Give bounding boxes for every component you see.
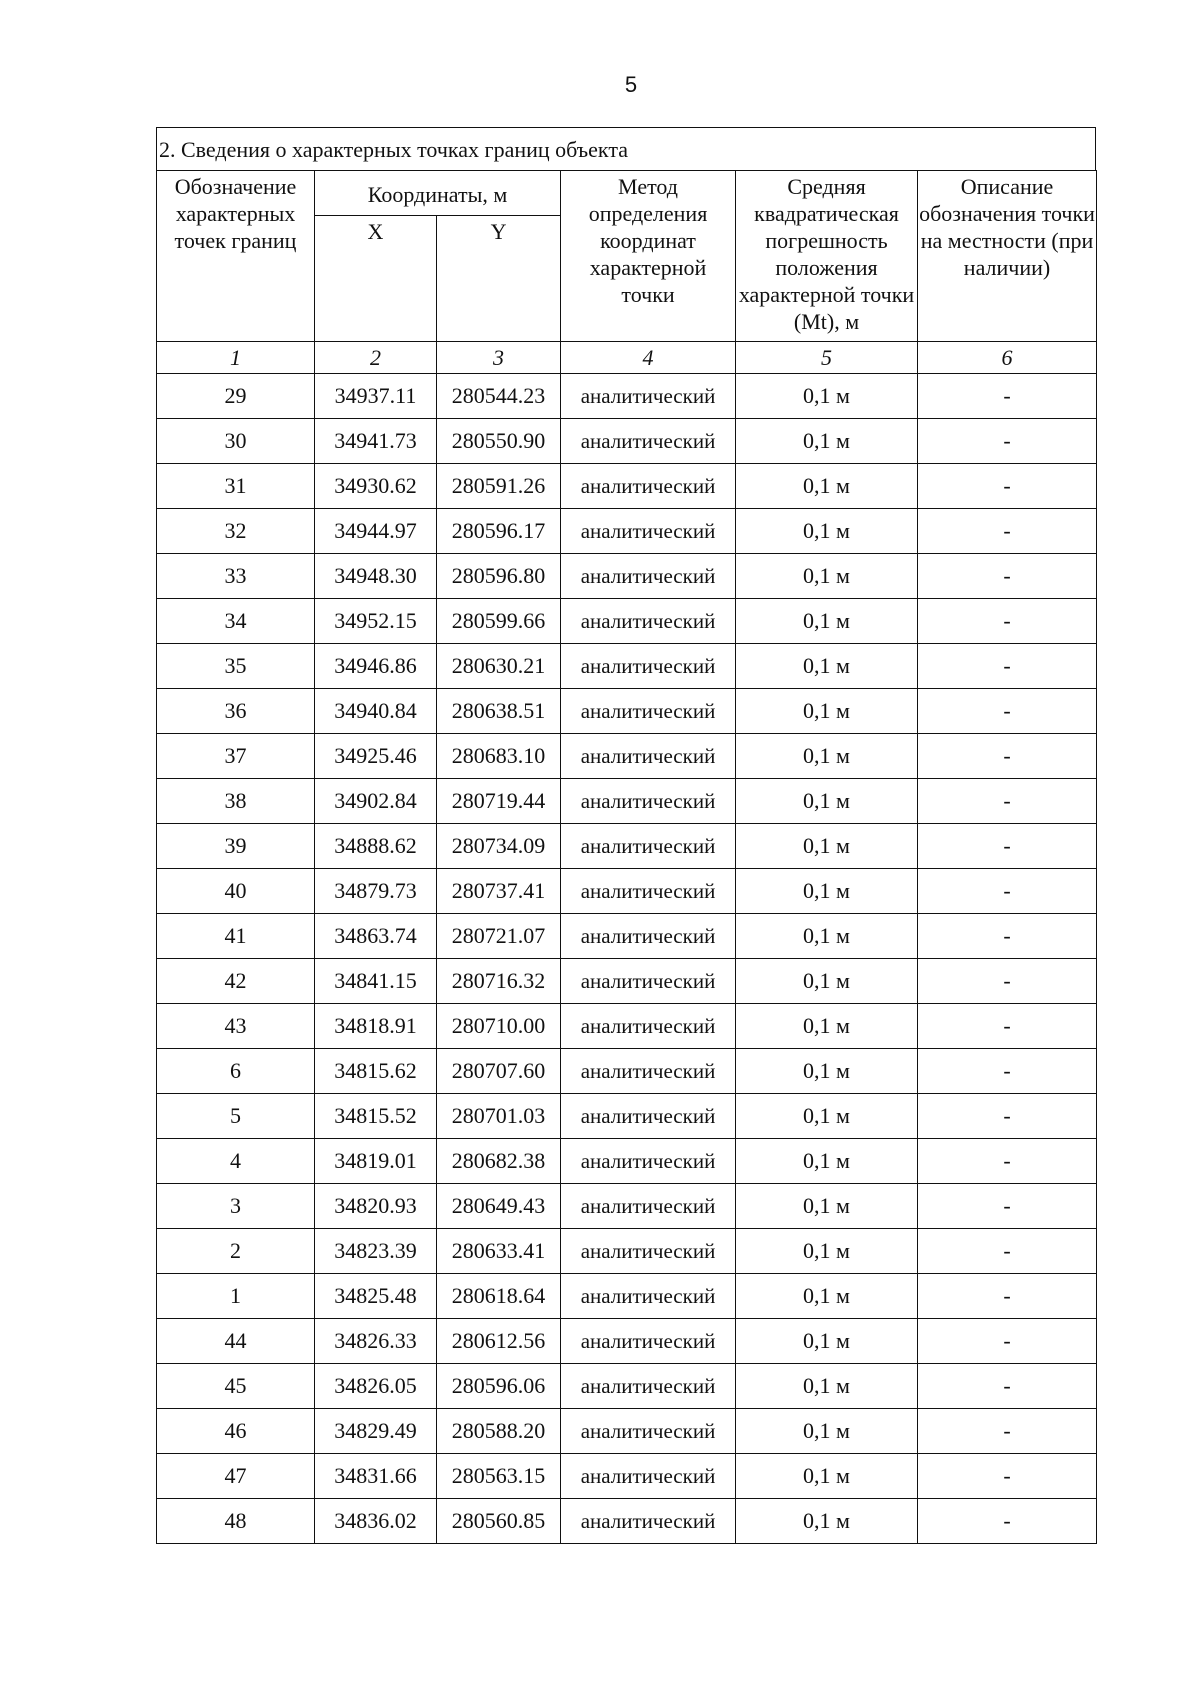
x-coordinate-cell: 34818.91 [315, 1004, 437, 1049]
description-cell: - [918, 1274, 1097, 1319]
x-coordinate-cell: 34937.11 [315, 374, 437, 419]
y-coordinate-cell: 280588.20 [437, 1409, 561, 1454]
method-cell: аналитический [561, 644, 736, 689]
error-cell: 0,1 м [736, 1049, 918, 1094]
x-coordinate-cell: 34940.84 [315, 689, 437, 734]
description-cell: - [918, 689, 1097, 734]
y-coordinate-cell: 280612.56 [437, 1319, 561, 1364]
error-cell: 0,1 м [736, 509, 918, 554]
header-error: Средняя квадратическая погрешность положения характерной точки (Mt), м [736, 171, 918, 342]
y-coordinate-cell: 280716.32 [437, 959, 561, 1004]
point-cell: 38 [157, 779, 315, 824]
x-coordinate-cell: 34930.62 [315, 464, 437, 509]
y-coordinate-cell: 280596.17 [437, 509, 561, 554]
y-coordinate-cell: 280719.44 [437, 779, 561, 824]
x-coordinate-cell: 34888.62 [315, 824, 437, 869]
table-row [157, 1319, 1097, 1364]
description-cell: - [918, 1184, 1097, 1229]
table-row [157, 1499, 1097, 1544]
point-cell: 29 [157, 374, 315, 419]
description-cell: - [918, 869, 1097, 914]
error-cell: 0,1 м [736, 1364, 918, 1409]
table-row [157, 869, 1097, 914]
table-header [157, 171, 1097, 374]
point-cell: 32 [157, 509, 315, 554]
point-cell: 33 [157, 554, 315, 599]
method-cell: аналитический [561, 779, 736, 824]
table-row [157, 1364, 1097, 1409]
description-cell: - [918, 644, 1097, 689]
method-cell: аналитический [561, 824, 736, 869]
x-coordinate-cell: 34946.86 [315, 644, 437, 689]
description-cell: - [918, 1409, 1097, 1454]
y-coordinate-cell: 280560.85 [437, 1499, 561, 1544]
x-coordinate-cell: 34825.48 [315, 1274, 437, 1319]
x-coordinate-cell: 34944.97 [315, 509, 437, 554]
point-cell: 31 [157, 464, 315, 509]
y-coordinate-cell: 280596.80 [437, 554, 561, 599]
y-coordinate-cell: 280682.38 [437, 1139, 561, 1184]
error-cell: 0,1 м [736, 1004, 918, 1049]
error-cell: 0,1 м [736, 464, 918, 509]
y-coordinate-cell: 280630.21 [437, 644, 561, 689]
point-cell: 37 [157, 734, 315, 779]
column-number: 1 [157, 342, 315, 374]
x-coordinate-cell: 34841.15 [315, 959, 437, 1004]
point-cell: 1 [157, 1274, 315, 1319]
x-coordinate-cell: 34826.05 [315, 1364, 437, 1409]
x-coordinate-cell: 34815.62 [315, 1049, 437, 1094]
point-cell: 34 [157, 599, 315, 644]
error-cell: 0,1 м [736, 779, 918, 824]
point-cell: 44 [157, 1319, 315, 1364]
error-cell: 0,1 м [736, 1229, 918, 1274]
table-row [157, 734, 1097, 779]
error-cell: 0,1 м [736, 374, 918, 419]
point-cell: 40 [157, 869, 315, 914]
point-cell: 36 [157, 689, 315, 734]
table-row [157, 464, 1097, 509]
y-coordinate-cell: 280737.41 [437, 869, 561, 914]
y-coordinate-cell: 280701.03 [437, 1094, 561, 1139]
table-row [157, 1229, 1097, 1274]
error-cell: 0,1 м [736, 869, 918, 914]
error-cell: 0,1 м [736, 1454, 918, 1499]
method-cell: аналитический [561, 464, 736, 509]
method-cell: аналитический [561, 1229, 736, 1274]
point-cell: 46 [157, 1409, 315, 1454]
y-coordinate-cell: 280649.43 [437, 1184, 561, 1229]
header-x: X [315, 216, 437, 342]
x-coordinate-cell: 34820.93 [315, 1184, 437, 1229]
point-cell: 35 [157, 644, 315, 689]
error-cell: 0,1 м [736, 914, 918, 959]
error-cell: 0,1 м [736, 644, 918, 689]
description-cell: - [918, 1454, 1097, 1499]
x-coordinate-cell: 34925.46 [315, 734, 437, 779]
column-number: 2 [315, 342, 437, 374]
error-cell: 0,1 м [736, 1499, 918, 1544]
point-cell: 43 [157, 1004, 315, 1049]
error-cell: 0,1 м [736, 959, 918, 1004]
y-coordinate-cell: 280707.60 [437, 1049, 561, 1094]
table-row [157, 1139, 1097, 1184]
table-row [157, 1454, 1097, 1499]
description-cell: - [918, 1139, 1097, 1184]
point-cell: 47 [157, 1454, 315, 1499]
method-cell: аналитический [561, 1274, 736, 1319]
error-cell: 0,1 м [736, 1409, 918, 1454]
table-row [157, 1274, 1097, 1319]
table-row [157, 599, 1097, 644]
table-row [157, 779, 1097, 824]
column-number: 3 [437, 342, 561, 374]
method-cell: аналитический [561, 1184, 736, 1229]
column-number: 5 [736, 342, 918, 374]
method-cell: аналитический [561, 509, 736, 554]
column-number: 6 [918, 342, 1097, 374]
description-cell: - [918, 374, 1097, 419]
y-coordinate-cell: 280683.10 [437, 734, 561, 779]
y-coordinate-cell: 280710.00 [437, 1004, 561, 1049]
y-coordinate-cell: 280550.90 [437, 419, 561, 464]
y-coordinate-cell: 280563.15 [437, 1454, 561, 1499]
y-coordinate-cell: 280734.09 [437, 824, 561, 869]
description-cell: - [918, 914, 1097, 959]
method-cell: аналитический [561, 374, 736, 419]
x-coordinate-cell: 34829.49 [315, 1409, 437, 1454]
point-cell: 42 [157, 959, 315, 1004]
header-coordinates: Координаты, м [315, 171, 561, 216]
error-cell: 0,1 м [736, 1184, 918, 1229]
boundary-points-table [156, 170, 1097, 1544]
error-cell: 0,1 м [736, 419, 918, 464]
description-cell: - [918, 779, 1097, 824]
error-cell: 0,1 м [736, 1139, 918, 1184]
table-row [157, 509, 1097, 554]
description-cell: - [918, 1004, 1097, 1049]
method-cell: аналитический [561, 1094, 736, 1139]
description-cell: - [918, 1094, 1097, 1139]
x-coordinate-cell: 34863.74 [315, 914, 437, 959]
point-cell: 3 [157, 1184, 315, 1229]
boundary-points-document [156, 127, 1096, 1544]
table-row [157, 1094, 1097, 1139]
method-cell: аналитический [561, 959, 736, 1004]
error-cell: 0,1 м [736, 734, 918, 779]
x-coordinate-cell: 34815.52 [315, 1094, 437, 1139]
description-cell: - [918, 824, 1097, 869]
method-cell: аналитический [561, 1319, 736, 1364]
table-row [157, 824, 1097, 869]
method-cell: аналитический [561, 554, 736, 599]
header-method: Метод определения координат характерной точки [561, 171, 736, 342]
y-coordinate-cell: 280544.23 [437, 374, 561, 419]
error-cell: 0,1 м [736, 689, 918, 734]
y-coordinate-cell: 280591.26 [437, 464, 561, 509]
header-point: Обозначение характерных точек границ [157, 171, 315, 342]
method-cell: аналитический [561, 1049, 736, 1094]
y-coordinate-cell: 280633.41 [437, 1229, 561, 1274]
description-cell: - [918, 554, 1097, 599]
description-cell: - [918, 464, 1097, 509]
description-cell: - [918, 734, 1097, 779]
description-cell: - [918, 1049, 1097, 1094]
y-coordinate-cell: 280596.06 [437, 1364, 561, 1409]
x-coordinate-cell: 34823.39 [315, 1229, 437, 1274]
method-cell: аналитический [561, 1454, 736, 1499]
point-cell: 39 [157, 824, 315, 869]
description-cell: - [918, 419, 1097, 464]
table-body [157, 374, 1097, 1544]
description-cell: - [918, 1319, 1097, 1364]
x-coordinate-cell: 34879.73 [315, 869, 437, 914]
method-cell: аналитический [561, 734, 736, 779]
x-coordinate-cell: 34902.84 [315, 779, 437, 824]
description-cell: - [918, 959, 1097, 1004]
method-cell: аналитический [561, 1364, 736, 1409]
method-cell: аналитический [561, 914, 736, 959]
table-row [157, 1184, 1097, 1229]
column-number: 4 [561, 342, 736, 374]
table-row [157, 959, 1097, 1004]
table-row [157, 914, 1097, 959]
point-cell: 41 [157, 914, 315, 959]
description-cell: - [918, 509, 1097, 554]
x-coordinate-cell: 34948.30 [315, 554, 437, 599]
method-cell: аналитический [561, 1499, 736, 1544]
x-coordinate-cell: 34952.15 [315, 599, 437, 644]
error-cell: 0,1 м [736, 1274, 918, 1319]
error-cell: 0,1 м [736, 824, 918, 869]
description-cell: - [918, 599, 1097, 644]
method-cell: аналитический [561, 689, 736, 734]
point-cell: 5 [157, 1094, 315, 1139]
method-cell: аналитический [561, 869, 736, 914]
x-coordinate-cell: 34941.73 [315, 419, 437, 464]
description-cell: - [918, 1364, 1097, 1409]
method-cell: аналитический [561, 599, 736, 644]
y-coordinate-cell: 280618.64 [437, 1274, 561, 1319]
page-number: 5 [624, 72, 638, 97]
point-cell: 45 [157, 1364, 315, 1409]
table-row [157, 554, 1097, 599]
point-cell: 6 [157, 1049, 315, 1094]
table-row [157, 644, 1097, 689]
x-coordinate-cell: 34831.66 [315, 1454, 437, 1499]
section-title: 2. Сведения о характерных точках границ объекта [156, 127, 1096, 170]
table-row [157, 1409, 1097, 1454]
method-cell: аналитический [561, 1139, 736, 1184]
description-cell: - [918, 1229, 1097, 1274]
header-y: Y [437, 216, 561, 342]
table-row [157, 374, 1097, 419]
point-cell: 2 [157, 1229, 315, 1274]
point-cell: 30 [157, 419, 315, 464]
y-coordinate-cell: 280638.51 [437, 689, 561, 734]
x-coordinate-cell: 34836.02 [315, 1499, 437, 1544]
table-row [157, 689, 1097, 734]
table-row [157, 1049, 1097, 1094]
x-coordinate-cell: 34819.01 [315, 1139, 437, 1184]
header-description: Описание обозначения точки на местности (при наличии) [918, 171, 1097, 342]
method-cell: аналитический [561, 1409, 736, 1454]
method-cell: аналитический [561, 419, 736, 464]
table-row [157, 419, 1097, 464]
error-cell: 0,1 м [736, 599, 918, 644]
table-row [157, 1004, 1097, 1049]
point-cell: 4 [157, 1139, 315, 1184]
error-cell: 0,1 м [736, 1094, 918, 1139]
y-coordinate-cell: 280599.66 [437, 599, 561, 644]
column-number-row [157, 342, 1097, 374]
error-cell: 0,1 м [736, 554, 918, 599]
method-cell: аналитический [561, 1004, 736, 1049]
error-cell: 0,1 м [736, 1319, 918, 1364]
description-cell: - [918, 1499, 1097, 1544]
y-coordinate-cell: 280721.07 [437, 914, 561, 959]
point-cell: 48 [157, 1499, 315, 1544]
x-coordinate-cell: 34826.33 [315, 1319, 437, 1364]
